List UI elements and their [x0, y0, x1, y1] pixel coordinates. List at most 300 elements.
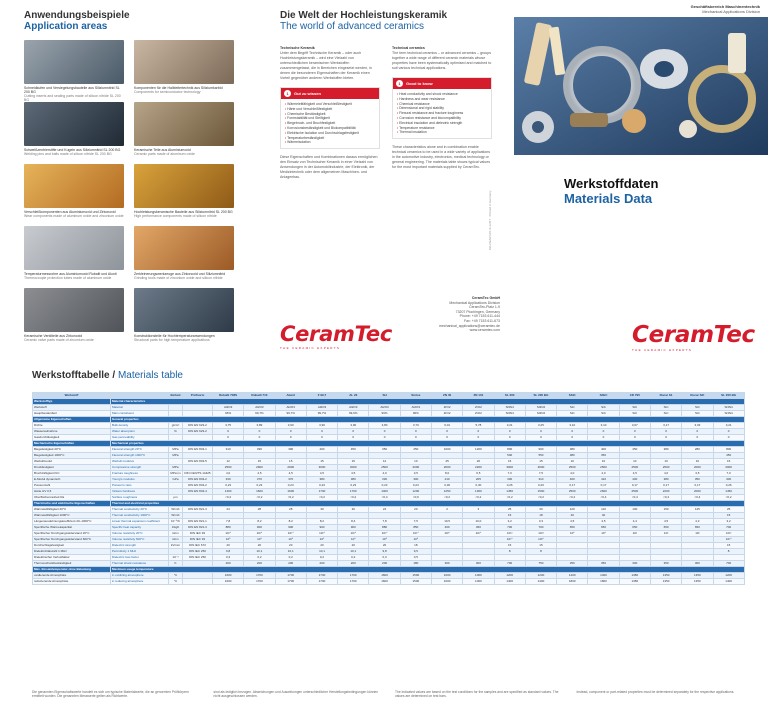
property-list-item: • Biegebruch- und Bruchfestigkeit — [285, 121, 375, 126]
property-name-en: Vickers hardness — [111, 489, 169, 495]
value-cell: 10¹⁴ — [244, 531, 275, 537]
value-cell: 6,5 — [463, 471, 494, 477]
value-cell: 3,2 — [713, 519, 744, 525]
value-cell: 25 — [494, 507, 525, 513]
header-cell-material: Werkstoff — [33, 393, 111, 399]
value-cell: 15 — [525, 459, 556, 465]
application-caption-de: Verschleißkomponenten aus Aluminiumoxid und Zirkonoxid — [24, 210, 116, 214]
application-caption-en: Ceramic parts made of aluminum oxide — [134, 152, 195, 156]
value-cell: 500 — [494, 453, 525, 459]
value-cell: Al2O3 — [306, 405, 337, 411]
footnote: Die genannten Eigenschaftswerte handelt es sich um typische Materialwerte, die an genormten Prüfkörpern ermittelt wurden. Die genannten Messwerte gelten als Richtwerte. — [32, 690, 190, 699]
value-cell: 40 — [588, 513, 619, 519]
value-cell: <0,4 — [557, 495, 588, 501]
value-cell: 30 — [306, 507, 337, 513]
value-cell: 3,70 — [400, 423, 431, 429]
value-cell: 0,30 — [431, 483, 462, 489]
value-cell: 8 — [713, 549, 744, 555]
property-list-item: • Korrosionsbeständigkeit und Biokompatibilität — [285, 126, 375, 131]
application-photo — [134, 102, 234, 146]
application-photo — [134, 226, 234, 270]
value-cell: 1450 — [494, 489, 525, 495]
value-cell: 20 — [400, 507, 431, 513]
value-cell: 30 — [338, 507, 369, 513]
property-name-de: Wärmeleitfähigkeit 1000°C — [33, 513, 111, 519]
category-label-de: Allgemeine Eigenschaften — [33, 417, 111, 423]
value-cell: 0 — [682, 435, 713, 441]
value-cell: 10¹⁴ — [275, 531, 306, 537]
value-cell: 7,5 — [400, 519, 431, 525]
property-name-de: Werkstoff — [33, 405, 111, 411]
value-cell: 96% — [369, 411, 400, 417]
value-cell: 380 — [650, 447, 681, 453]
header-cell-material-grade: ZN 40 — [431, 393, 462, 399]
property-name-en: Thermal conductivity 20°C — [111, 507, 169, 513]
value-cell: 2900 — [275, 465, 306, 471]
norm-cell: DIN EN 821-1 — [183, 519, 213, 525]
value-cell: 410 — [588, 477, 619, 483]
value-cell: 1700 — [338, 573, 369, 579]
box-head-de — [281, 88, 379, 99]
value-cell: 20 — [244, 543, 275, 549]
value-cell: 10⁹ — [338, 537, 369, 543]
value-cell: 0 — [431, 429, 462, 435]
value-cell: 1000 — [463, 579, 494, 585]
value-cell: 3,21 — [494, 423, 525, 429]
value-cell: 200 — [369, 561, 400, 567]
value-cell: 1800 — [588, 579, 619, 585]
header-cell-material-grade: SL 200 — [494, 393, 525, 399]
value-cell: 450 — [619, 447, 650, 453]
value-cell: Si3N4 — [494, 411, 525, 417]
value-cell: 12 — [369, 459, 400, 465]
property-list-item: • Temperature resistance — [397, 126, 487, 131]
category-label-de: Werkstofftyp — [33, 399, 111, 405]
property-name-en: in reducing atmosphere — [111, 579, 169, 585]
header-cell-material-grade: AL 23 — [338, 393, 369, 399]
value-cell: 20 — [369, 543, 400, 549]
property-name-de: Dichte — [33, 423, 111, 429]
unit-cell: Ωcm — [169, 537, 183, 543]
property-name-en: Volume resistivity 600°C — [111, 537, 169, 543]
ceramtec-logo-mid — [280, 322, 392, 350]
value-cell: 9,8 — [369, 549, 400, 555]
norm-cell: DIN EN 843-4 — [183, 489, 213, 495]
value-cell: 0 — [369, 435, 400, 441]
value-cell: 4,5 — [244, 471, 275, 477]
property-list-item: • Temperaturbeständigkeit — [285, 136, 375, 141]
value-cell: <0,2 — [244, 495, 275, 501]
materials-table-title — [32, 370, 183, 381]
property-name-en: Surface roughness — [111, 495, 169, 501]
category-label-en: Thermal and electrical properties — [111, 501, 745, 507]
value-cell: 10¹⁰ — [431, 531, 462, 537]
property-name-de: Wasseraufnahme — [33, 429, 111, 435]
value-cell: 1600 — [369, 579, 400, 585]
property-list-item: • Dimensional and rigid stability — [397, 106, 487, 111]
value-cell: 330 — [213, 477, 244, 483]
value-cell: 2500 — [619, 489, 650, 495]
table-footnotes — [32, 690, 744, 699]
value-cell: 0 — [400, 435, 431, 441]
application-caption-de: Komponenten für die Halbleitertechnik aus Siliziumkarbid — [134, 86, 223, 90]
property-name-en: Flexural strength 1000°C — [111, 453, 169, 459]
property-name-en: Dielectric strength — [111, 543, 169, 549]
value-cell: 10² — [619, 531, 650, 537]
value-cell: 15 — [494, 459, 525, 465]
value-cell: 7,0 — [713, 471, 744, 477]
value-cell: <0,4 — [588, 495, 619, 501]
info-number-icon: 1 — [284, 90, 291, 97]
value-cell: 10¹⁰ — [463, 531, 494, 537]
value-cell: 1700 — [306, 489, 337, 495]
value-cell: 10 — [619, 459, 650, 465]
value-cell: 10¹⁰ — [525, 537, 556, 543]
value-cell: 10⁸ — [213, 537, 244, 543]
property-name-de: Durchschlagsfestigkeit — [33, 543, 111, 549]
header-cell-material-grade: Rocar S1 — [650, 393, 681, 399]
value-cell: 0 — [213, 429, 244, 435]
value-cell: Al2O3 — [338, 405, 369, 411]
box-title-en: Good to know — [406, 81, 433, 86]
value-cell: 1450 — [713, 489, 744, 495]
property-name-en: Volume resistivity 20°C — [111, 531, 169, 537]
col1-head: Technische Keramik — [280, 46, 315, 50]
value-cell: 1400 — [588, 573, 619, 579]
value-cell: 1600 — [244, 489, 275, 495]
value-cell: 3,10 — [588, 423, 619, 429]
value-cell: 900 — [275, 525, 306, 531]
value-cell: 25 — [713, 507, 744, 513]
value-cell: 350 — [682, 477, 713, 483]
col2-text: The term technical ceramics – or advanced ceramics – groups together a wide range of different ceramic materials whose properties have been systematically optimised and matched to suit various technical applications. — [392, 51, 492, 70]
footnote: sind als lediglich bezogen. Abweichungen und Auswirkungen unterschiedlicher Herstellungsbedingungen können nicht ausgeschlossen werden. — [213, 690, 379, 699]
value-cell: 1500 — [400, 579, 431, 585]
value-cell: 0,2 — [244, 555, 275, 561]
category-label-de: Mechanische Eigenschaften — [33, 441, 111, 447]
unit-cell: W/mK — [169, 513, 183, 519]
value-cell: 20 — [213, 543, 244, 549]
value-cell: 1400 — [557, 573, 588, 579]
value-cell: 1700 — [244, 573, 275, 579]
value-cell: 450 — [463, 525, 494, 531]
value-cell: 400 — [588, 447, 619, 453]
value-cell: 280 — [682, 447, 713, 453]
value-cell: Si3N4 — [525, 411, 556, 417]
value-cell: 1300 — [463, 489, 494, 495]
table-body — [33, 399, 745, 585]
value-cell: 3000 — [338, 465, 369, 471]
value-cell: 3,17 — [650, 423, 681, 429]
german-column — [280, 46, 380, 180]
value-cell: 550 — [525, 453, 556, 459]
value-cell: 1700 — [244, 579, 275, 585]
value-cell: 7,0 — [494, 471, 525, 477]
value-cell: 1350 — [650, 579, 681, 585]
value-cell: 20 — [338, 543, 369, 549]
value-cell: ZrO2 — [431, 411, 462, 417]
value-cell: 15 — [713, 459, 744, 465]
value-cell: 10¹⁰ — [494, 537, 525, 543]
division-label — [691, 4, 760, 14]
value-cell: 1700 — [338, 579, 369, 585]
property-list-item: • Wärmeisolation — [285, 140, 375, 145]
value-cell: 0,23 — [400, 483, 431, 489]
contact-line: www.ceramtec.com — [469, 328, 500, 333]
value-cell: 3,90 — [275, 423, 306, 429]
value-cell: 390 — [275, 447, 306, 453]
application-caption-de: Schneidkufen und Versiegelungsbauteile aus Siliziumnitrid SL 200 BG — [24, 86, 120, 94]
value-cell: 4,0 — [650, 471, 681, 477]
value-cell: 20 — [275, 543, 306, 549]
cover-title-de: Werkstoffdaten — [564, 176, 659, 191]
value-cell: 0,30 — [463, 483, 494, 489]
norm-cell: DIN IEC 672 — [183, 543, 213, 549]
category-label-de: Max. Einsatztemperatur ohne Belastung — [33, 567, 111, 573]
value-cell: 1400 — [494, 579, 525, 585]
value-cell: 3,75 — [213, 423, 244, 429]
unit-cell: g/cm³ — [169, 423, 183, 429]
value-cell: 200 — [338, 561, 369, 567]
application-item — [134, 288, 234, 350]
unit-cell: MPa√m — [170, 471, 181, 475]
mid-title — [280, 10, 500, 32]
value-cell: 0,23 — [275, 483, 306, 489]
materials-table-wrap — [32, 392, 744, 684]
header-cell-material-grade: SH — [369, 393, 400, 399]
property-name-en: Material — [111, 405, 169, 411]
value-cell: 700 — [494, 561, 525, 567]
value-cell: SiC — [619, 411, 650, 417]
application-photo — [24, 226, 124, 270]
property-list-item: • Corrosion resistance and biocompatibility — [397, 116, 487, 121]
value-cell: <0,2 — [525, 495, 556, 501]
value-cell: Si3N4 — [713, 411, 744, 417]
value-cell: 300 — [463, 561, 494, 567]
value-cell: 3 — [463, 507, 494, 513]
value-cell: 450 — [338, 447, 369, 453]
norm-cell: DIN EN 821-3 — [183, 507, 213, 513]
value-cell: 4,0 — [557, 471, 588, 477]
value-cell: 3,5 — [400, 471, 431, 477]
application-caption-de: Schweißzentrierstifte und Kugeln aus Siliziumnitrid SL 200 BG — [24, 148, 121, 152]
value-cell: 0 — [275, 435, 306, 441]
value-cell: 10⁹ — [275, 537, 306, 543]
value-cell: 700 — [713, 561, 744, 567]
header-cell-material-grade: Alunit — [275, 393, 306, 399]
value-cell: 125 — [682, 507, 713, 513]
value-cell: 1400 — [213, 489, 244, 495]
value-cell: 20 — [463, 459, 494, 465]
property-name-en: Permittivity 1 MHz — [111, 549, 169, 555]
value-cell: 96% — [400, 411, 431, 417]
value-cell: Si3N4 — [713, 405, 744, 411]
value-cell: 880 — [369, 525, 400, 531]
value-cell: 4,5 — [650, 519, 681, 525]
value-cell: 210 — [431, 477, 462, 483]
property-name-de: Biegefestigkeit 20°C — [33, 447, 111, 453]
footnote: Instead, component or part-related properties must be determined separately for the respective applications. — [576, 690, 735, 694]
value-cell: 380 — [306, 477, 337, 483]
value-cell: 2600 — [588, 489, 619, 495]
value-cell: 1350 — [682, 579, 713, 585]
value-cell: 24 — [369, 507, 400, 513]
value-cell: 2000 — [682, 489, 713, 495]
value-cell: SiC — [588, 411, 619, 417]
norm-cell: DIN IEC 93 — [183, 537, 213, 543]
property-list-item: • Härte und Verschleißfestigkeit — [285, 107, 375, 112]
value-cell: 4,5 — [588, 519, 619, 525]
value-cell: 0,17 — [682, 483, 713, 489]
header-cell-material-grade: Rubalit 710 — [244, 393, 275, 399]
value-cell: 0 — [557, 429, 588, 435]
value-cell: <0,4 — [369, 495, 400, 501]
header-cell-material-grade: Sintox — [400, 393, 431, 399]
property-name-en: in oxidizing atmosphere — [111, 573, 169, 579]
value-cell: 350 — [369, 447, 400, 453]
value-cell: 1600 — [369, 573, 400, 579]
value-cell: 0,2 — [338, 555, 369, 561]
value-cell: 12 — [213, 459, 244, 465]
value-cell: 10,1 — [275, 549, 306, 555]
value-cell: <0,2 — [275, 495, 306, 501]
value-cell: 10 — [588, 459, 619, 465]
norm-cell: DIN EN 843-2 — [183, 483, 213, 489]
logo-wordmark: CeramTec — [632, 322, 755, 348]
application-photo — [24, 288, 124, 332]
value-cell: 0 — [588, 435, 619, 441]
category-label-de: Thermische und elektrische Eigenschaften — [33, 501, 111, 507]
value-cell: 10⁹ — [306, 537, 337, 543]
value-cell: 1700 — [275, 573, 306, 579]
value-cell: 1200 — [463, 447, 494, 453]
value-cell: 1000 — [431, 447, 462, 453]
value-cell: 300 — [431, 561, 462, 567]
header-cell-material-grade: ZN 101 — [463, 393, 494, 399]
value-cell: 0,3 — [213, 555, 244, 561]
value-cell: 0 — [306, 429, 337, 435]
contact-block — [400, 296, 500, 333]
property-name-de: Oberflächenrauheit Ra — [33, 495, 111, 501]
value-cell: 3,90 — [338, 423, 369, 429]
property-name-en: Compressive strength — [111, 465, 169, 471]
value-cell: 0 — [557, 435, 588, 441]
property-name-de: Gasdurchlässigkeit — [33, 435, 111, 441]
value-cell: 8 — [494, 549, 525, 555]
value-cell: <0,2 — [431, 495, 462, 501]
value-cell: 18 — [400, 543, 431, 549]
value-cell: 0 — [525, 435, 556, 441]
application-item — [24, 164, 124, 226]
logo-tagline: THE CERAMIC EXPERTS — [280, 346, 341, 350]
value-cell: 4,3 — [682, 519, 713, 525]
value-cell: 8,2 — [244, 519, 275, 525]
value-cell: 1700 — [338, 489, 369, 495]
contact-name: CeramTec GmbH — [471, 296, 500, 300]
value-cell: 0 — [369, 429, 400, 435]
application-caption-en: Welding pins and balls made of silicon nitride SL 200 BG — [24, 152, 112, 156]
property-list-item: • Electrical insulation and dielectric strength — [397, 121, 487, 126]
application-caption-en: Ceramic valve parts made of zirconium oxide — [24, 338, 94, 342]
value-cell: 0,5 — [400, 555, 431, 561]
value-cell: 1250 — [431, 489, 462, 495]
value-cell: 380 — [650, 477, 681, 483]
value-cell: 200 — [213, 561, 244, 567]
value-cell: Si3N4 — [494, 405, 525, 411]
value-cell: 0,17 — [650, 483, 681, 489]
value-cell: 0 — [244, 435, 275, 441]
unit-cell: % — [169, 429, 183, 435]
unit-cell: °C — [169, 579, 183, 585]
value-cell: 1200 — [494, 573, 525, 579]
value-cell: 0 — [494, 429, 525, 435]
value-cell: 8 — [525, 549, 556, 555]
application-caption-en: Structural parts for high temperature applications — [134, 338, 210, 342]
application-item — [24, 226, 124, 288]
value-cell: 0,23 — [213, 483, 244, 489]
header-cell-unit: Einheit — [170, 393, 181, 397]
value-cell: 2500 — [650, 465, 681, 471]
value-cell: 180 — [400, 561, 431, 567]
value-cell: 25 — [431, 459, 462, 465]
value-cell: 850 — [400, 525, 431, 531]
property-name-de: Thermoschockbeständigkeit — [33, 561, 111, 567]
logo-wordmark: CeramTec — [280, 322, 392, 346]
value-cell: 800 — [494, 447, 525, 453]
value-cell: 0 — [682, 429, 713, 435]
apps-title — [24, 10, 130, 32]
property-list-item: • Wärmeleitfähigkeit und Verschleißfestigkeit — [285, 102, 375, 107]
header-cell-material-grade: Rocar SiF — [682, 393, 713, 399]
value-cell: 0 — [338, 429, 369, 435]
value-cell: 1200 — [400, 489, 431, 495]
value-cell: Al2O3 — [400, 405, 431, 411]
value-cell: 1700 — [306, 579, 337, 585]
header-cell-material-grade: SL 200 BG — [525, 393, 556, 399]
value-cell: Si3N4 — [525, 405, 556, 411]
value-cell: 110 — [588, 507, 619, 513]
value-cell: 10¹⁰ — [713, 537, 744, 543]
property-list-item: • Hardness and wear resistance — [397, 97, 487, 102]
value-cell: 99,7% — [244, 411, 275, 417]
application-caption-en: Wear components made of aluminum oxide and zirconium oxide — [24, 214, 124, 218]
value-cell: 10⁸ — [369, 537, 400, 543]
apps-title-de: Anwendungsbeispiele — [24, 10, 130, 21]
contact-line: Fax: +49 7153 611-673 — [463, 318, 500, 323]
value-cell: <0,2 — [306, 495, 337, 501]
value-cell: 3,21 — [713, 423, 744, 429]
unit-cell: kV/mm — [169, 543, 183, 549]
value-cell: 200 — [275, 561, 306, 567]
value-cell: SiC — [557, 411, 588, 417]
value-cell: 0 — [619, 435, 650, 441]
value-cell: SiC — [588, 405, 619, 411]
value-cell: 3,90 — [306, 423, 337, 429]
value-cell: 900 — [338, 525, 369, 531]
value-cell: 1380 — [619, 579, 650, 585]
value-cell: 15 — [525, 543, 556, 549]
good-to-know-box-de — [280, 87, 380, 149]
unit-cell: Ωcm — [169, 531, 183, 537]
value-cell: 350 — [588, 453, 619, 459]
property-name-de: Wärmeleitfähigkeit 20°C — [33, 507, 111, 513]
value-cell: <0,4 — [619, 495, 650, 501]
property-name-de: Biegefestigkeit 1000°C — [33, 453, 111, 459]
property-name-en: Gas permeability — [111, 435, 169, 441]
property-name-de: Spezifischer Durchgangswiderstand 20°C — [33, 531, 111, 537]
info-number-icon: 1 — [396, 80, 403, 87]
cover-title-en: Materials Data — [564, 191, 653, 206]
